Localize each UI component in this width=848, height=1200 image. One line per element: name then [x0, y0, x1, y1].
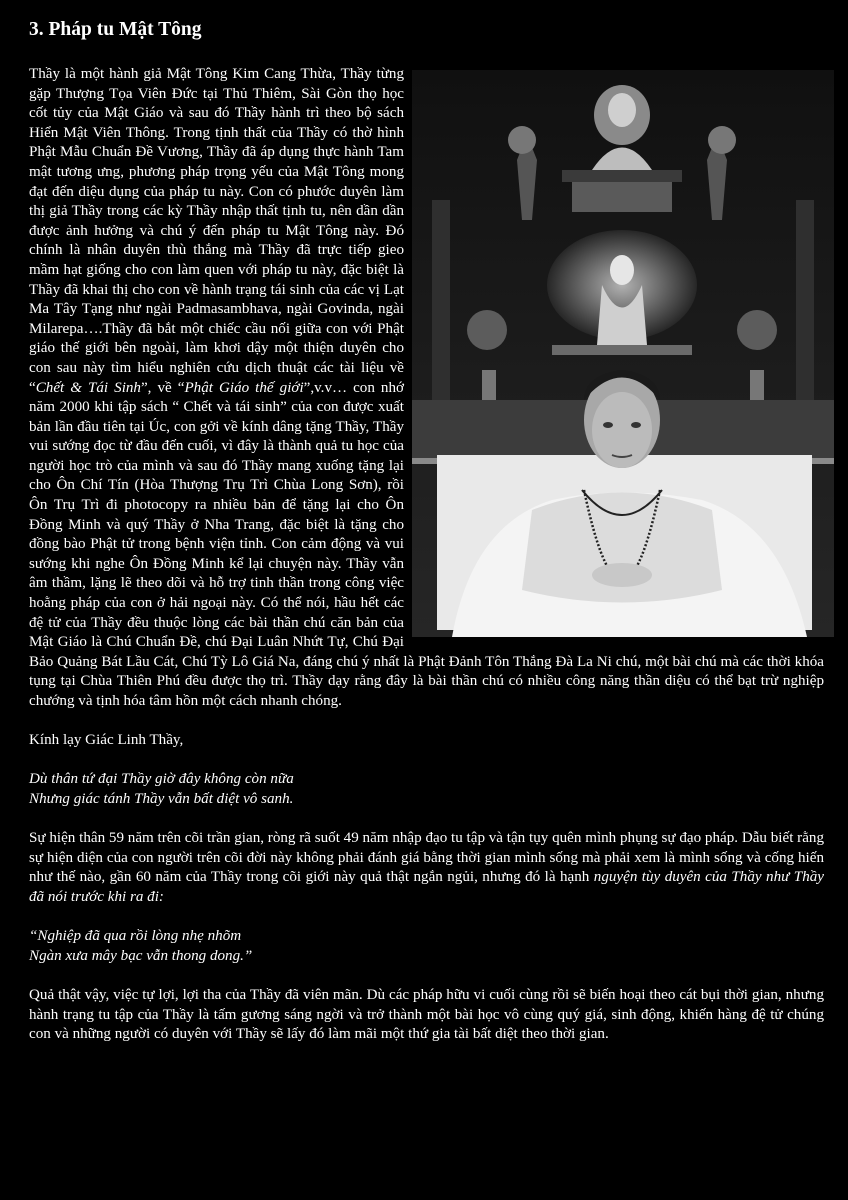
paragraph-conclusion: Quả thật vậy, việc tự lợi, lợi tha của Thầy đã viên mãn. Dù các pháp hữu vi cuối cùng rồi sẽ biến hoại theo cát bụi thời gian, nhưng hành trạng tu tập của Thầy là tấm gương sáng ngời và trở thành một bài học vô cùng quý giá, sinh động, khiến hàng đệ tử chúng con và những người có duyên với Thầy sẽ lấy đó làm mãi một thứ gia tài bất diệt theo thời gian.	[29, 986, 824, 1043]
paragraph-tantric-practice: Thầy là một hành giả Mật Tông Kim Cang Thừa, Thầy từng gặp Thượng Tọa Viên Đức tại Thủ Thiêm, Sài Gòn thọ học cốt tủy của Mật Giáo và sau đó Thầy hành trì theo bộ sách Hiển Mật Viên Thông. Trong tịnh thất của Thầy có thờ hình Phật Mẫu Chuẩn Đề Vương, Thầy đã áp dụng thực hành Tam mật tương ưng, phương pháp trọng yếu của Mật Tông mong đạt đến diệu dụng của pháp tu này. Con có phước duyên làm thị giả Thầy trong các kỳ Thầy nhập thất tịnh tu, nên dần dần được ảnh hưởng và chú ý đến pháp tu Mật Tông này. Đó chính là nhân duyên thù thắng mà Thầy đã trực tiếp gieo mầm hạt giống cho con làm quen với pháp tu này, đặc biệt là Thầy đã khai thị cho con về hành trạng tái sinh của các vị Lạt Ma Tây Tạng như ngài Padmasambhava, ngài Govinda, ngài Milarepa….Thầy đã bắt một chiếc cầu nối giữa con với Phật giáo thế giới bên ngoài, làm khơi dậy một thiện duyên cho con sau này tìm hiểu nghiên cứu dịch thuật các tài liệu về “Chết & Tái Sinh”, về “Phật Giáo thế giới”,v.v… con nhớ năm 2000 khi tập sách “ Chết và tái sinh” của con được xuất bản lần đầu tiên tại Úc, con gởi về kính dâng tặng Thầy, Thầy vui sướng đọc từ đầu đến cuối, vì đây là thành quả tu học của người học trò của mình và sau đó Thầy mang xuống tặng lại cho Ôn Chí Tín (Hòa Thượng Trụ Trì Chùa Long Sơn), rồi Ôn Trụ Trì đi photocopy ra nhiều bản để tặng lại cho Ôn Đồng Minh và quý Thầy ở Nha Trang, đặc biệt là tặng cho đồng bào Phật tử trong bệnh viện tỉnh. Con cảm động và vui sướng khi nghe Ôn Đồng Minh kể lại chuyện này. Thầy vẫn âm thầm, lặng lẽ theo dõi và hỗ trợ tinh thần trong công việc hoằng pháp của con ở hải ngoại này. Có thể nói, hầu hết các đệ tử của Thầy đều thuộc lòng các bài thần chú căn bản của Mật Giáo là Chú Chuẩn Đề, chú Đại Luân Nhứt Tự, Chú Đại Bảo Quảng Bát Lầu Cát, Chú Tỳ Lô Giá Na, đáng chú ý nhất là Phật Đảnh Tôn Thắng Đà La Ni chú, một bài chú mà các thời khóa tụng tại Chùa Thiên Phú đều được thọ trì. Thầy dạy rằng đây là bài thần chú có nhiều công năng thần diệu có thể bạt trừ nghiệp chướng và tịnh hóa tâm hồn một cách nhanh chóng.	[29, 66, 824, 709]
verse-line: “Nghiệp đã qua rồi lòng nhẹ nhõm	[29, 928, 242, 945]
verse-line: Nhưng giác tánh Thầy vẫn bất diệt vô sanh.	[29, 790, 294, 807]
book-title-world-buddhism: Phật Giáo thế giới	[184, 379, 304, 396]
salutation: Kính lạy Giác Linh Thầy,	[29, 732, 184, 749]
paragraph-life: Sự hiện thân 59 năm trên cõi trần gian, ròng rã suốt 49 năm nhập đạo tu tập và tận tụy quên mình phụng sự đạo pháp. Dẫu biết rằng sự hiện diện của con người trên cõi đời này không phải đánh giá bằng thời gian mình sống mà phải xem là mình sống và cống hiến như thế nào, gần 60 năm của Thầy trong cõi giới này quả thật ngắn ngủi, nhưng đó là hạnh nguyện tùy duyên của Thầy như Thầy đã nói trước khi ra đi:	[29, 830, 824, 905]
verse-line: Dù thân tứ đại Thầy giờ đây không còn nữa	[29, 771, 294, 788]
section-heading: 3. Pháp tu Mật Tông	[29, 19, 202, 40]
photo-illustration	[412, 70, 834, 637]
book-title-death-rebirth: Chết & Tái Sinh	[35, 379, 141, 396]
monk-photo	[412, 70, 834, 637]
verse-line: Ngàn xưa mây bạc vẫn thong dong.”	[29, 947, 253, 964]
